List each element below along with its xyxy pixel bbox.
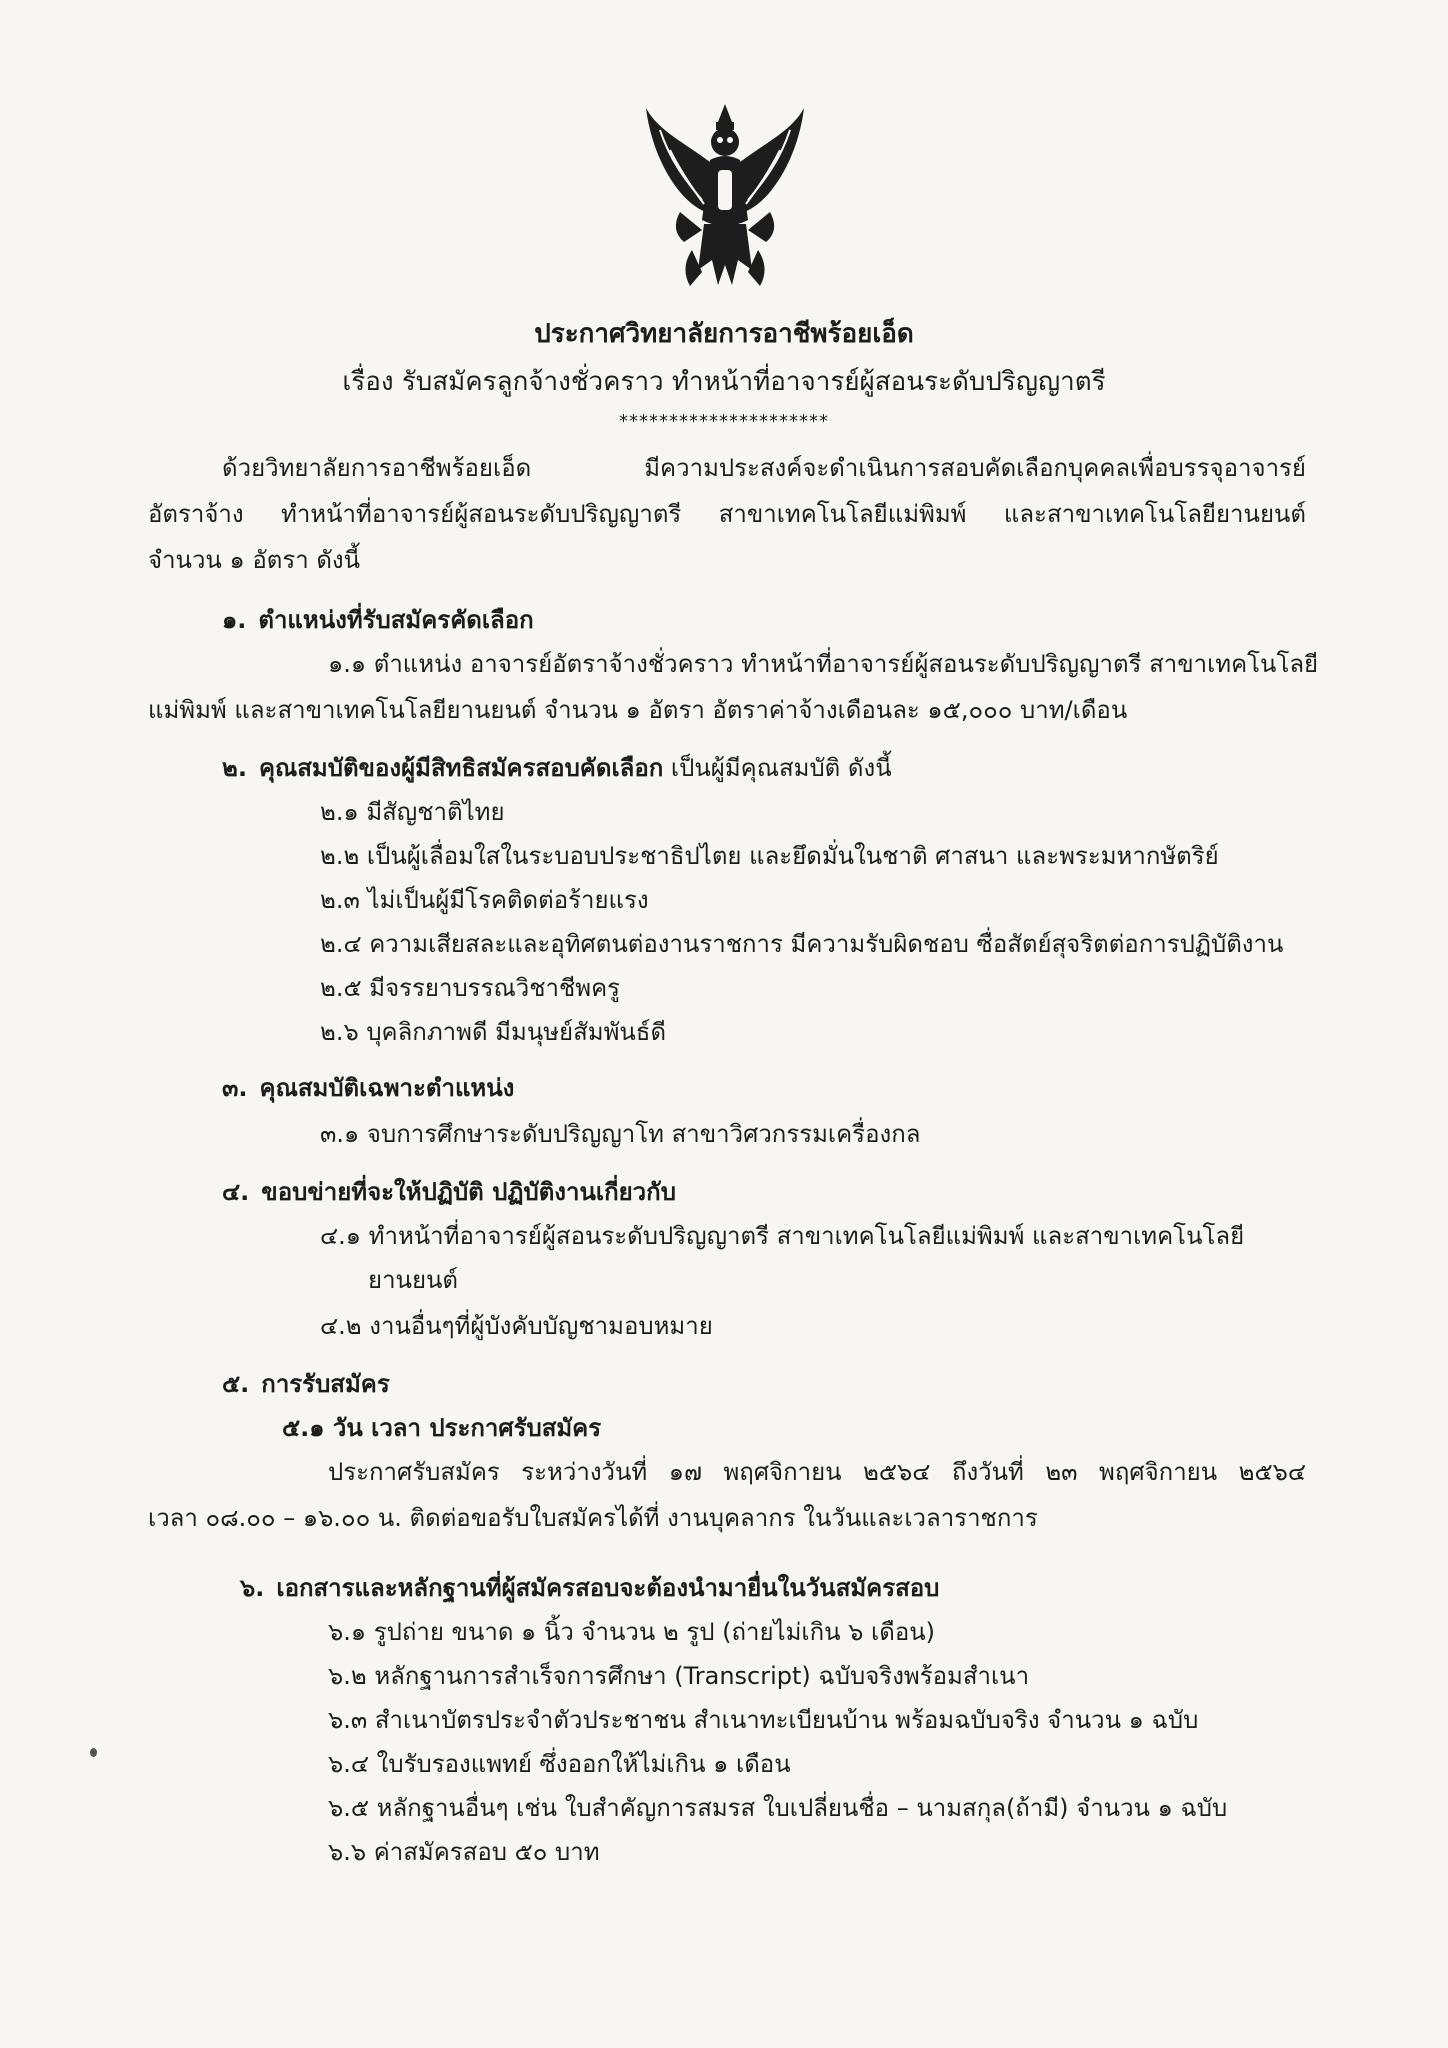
section-1-line-2: แม่พิมพ์ และสาขาเทคโนโลยียานยนต์ จำนวน ๑ อัตรา อัตราค่าจ้างเดือนละ ๑๕,๐๐๐ บาท/เดือน (148, 696, 1128, 724)
section-5-subheading: ๕.๑ วัน เวลา ประกาศรับสมัคร (282, 1414, 602, 1442)
garuda-emblem-icon (640, 100, 810, 300)
section-4-item-1-cont: ยานยนต์ (368, 1266, 458, 1294)
section-1-heading (222, 604, 534, 636)
section-3-item-1: ๓.๑ จบการศึกษาระดับปริญญาโท สาขาวิศวกรรมเครื่องกล (320, 1120, 921, 1148)
section-6-item-3: ๖.๓ สำเนาบัตรประจำตัวประชาชน สำเนาทะเบียนบ้าน พร้อมฉบับจริง จำนวน ๑ ฉบับ (328, 1706, 1199, 1734)
section-4-number: ๔. (222, 1178, 250, 1206)
section-2-item-4: ๒.๔ ความเสียสละและอุทิศตนต่องานราชการ มีความรับผิดชอบ ซื่อสัตย์สุจริตต่อการปฏิบัติงาน (320, 930, 1284, 958)
section-4-item-2: ๔.๒ งานอื่นๆที่ผู้บังคับบัญชามอบหมาย (320, 1312, 713, 1340)
section-3-title: คุณสมบัติเฉพาะตำแหน่ง (259, 1074, 515, 1102)
section-5-number: ๕. (222, 1370, 250, 1398)
section-6-number: ๖. (240, 1574, 265, 1602)
intro-line-1: ด้วยวิทยาลัยการอาชีพร้อยเอ็ด มีความประสงค์จะดำเนินการสอบคัดเลือกบุคคลเพื่อบรรจุอาจารย์ (222, 454, 1306, 482)
section-2-title: คุณสมบัติของผู้มีสิทธิสมัครสอบคัดเลือก (258, 754, 664, 782)
section-2-item-2: ๒.๒ เป็นผู้เลื่อมใสในระบอบประชาธิปไตย และยึดมั่นในชาติ ศาสนา และพระมหากษัตริย์ (320, 842, 1219, 870)
section-2-item-5: ๒.๕ มีจรรยาบรรณวิชาชีพครู (320, 974, 621, 1002)
section-1-title: ตำแหน่งที่รับสมัครคัดเลือก (258, 606, 534, 634)
section-5-line-2: เวลา ๐๘.๐๐ – ๑๖.๐๐ น. ติดต่อขอรับใบสมัครได้ที่ งานบุคลากร ในวันและเวลาราชการ (148, 1504, 1038, 1532)
section-6-item-1: ๖.๑ รูปถ่าย ขนาด ๑ นิ้ว จำนวน ๒ รูป (ถ่ายไม่เกิน ๖ เดือน) (328, 1618, 936, 1646)
section-6-title: เอกสารและหลักฐานที่ผู้สมัครสอบจะต้องนำมายื่นในวันสมัครสอบ (276, 1574, 940, 1602)
section-3-number: ๓. (222, 1074, 248, 1102)
intro-line-3: จำนวน ๑ อัตรา ดังนี้ (148, 546, 361, 574)
section-2-number: ๒. (222, 754, 247, 782)
section-4-title: ขอบข่ายที่จะให้ปฏิบัติ ปฏิบัติงานเกี่ยวกับ (261, 1178, 676, 1206)
section-2-title-tail: เป็นผู้มีคุณสมบัติ ดังนี้ (663, 754, 892, 782)
section-2-heading (222, 752, 892, 784)
section-2-item-6: ๒.๖ บุคลิกภาพดี มีมนุษย์สัมพันธ์ดี (320, 1018, 667, 1046)
intro-line-2: อัตราจ้าง ทำหน้าที่อาจารย์ผู้สอนระดับปริญญาตรี สาขาเทคโนโลยีแม่พิมพ์ และสาขาเทคโนโลยียานยนต์ (148, 500, 1306, 528)
section-1-line-1: ๑.๑ ตำแหน่ง อาจารย์อัตราจ้างชั่วคราว ทำหน้าที่อาจารย์ผู้สอนระดับปริญญาตรี สาขาเทคโนโลยี (328, 650, 1319, 678)
section-2-item-1: ๒.๑ มีสัญชาติไทย (320, 798, 505, 826)
announcement-subject: เรื่อง รับสมัครลูกจ้างชั่วคราว ทำหน้าที่อาจารย์ผู้สอนระดับปริญญาตรี (342, 367, 1106, 397)
section-1-number: ๑. (222, 606, 247, 634)
section-6-item-6: ๖.๖ ค่าสมัครสอบ ๕๐ บาท (328, 1838, 600, 1866)
section-6-heading (240, 1572, 939, 1604)
title-separator: ********************* (619, 411, 829, 432)
section-6-item-4: ๖.๔ ใบรับรองแพทย์ ซึ่งออกให้ไม่เกิน ๑ เดือน (328, 1750, 791, 1778)
section-4-item-1: ๔.๑ ทำหน้าที่อาจารย์ผู้สอนระดับปริญญาตรี สาขาเทคโนโลยีแม่พิมพ์ และสาขาเทคโนโลยี (320, 1222, 1245, 1250)
section-3-heading (222, 1072, 514, 1104)
section-5-heading (222, 1368, 390, 1400)
announcement-title: ประกาศวิทยาลัยการอาชีพร้อยเอ็ด (534, 319, 914, 349)
section-2-item-3: ๒.๓ ไม่เป็นผู้มีโรคติดต่อร้ายแรง (320, 886, 649, 914)
section-5-title: การรับสมัคร (261, 1370, 390, 1398)
section-5-line-1: ประกาศรับสมัคร ระหว่างวันที่ ๑๗ พฤศจิกายน ๒๕๖๔ ถึงวันที่ ๒๓ พฤศจิกายน ๒๕๖๔ (328, 1458, 1306, 1486)
section-4-heading (222, 1176, 676, 1208)
section-6-item-5: ๖.๕ หลักฐานอื่นๆ เช่น ใบสำคัญการสมรส ใบเปลี่ยนชื่อ – นามสกุล(ถ้ามี) จำนวน ๑ ฉบับ (328, 1794, 1228, 1822)
scan-speck (90, 1748, 97, 1757)
section-6-item-2: ๖.๒ หลักฐานการสำเร็จการศึกษา (Transcript) ฉบับจริงพร้อมสำเนา (328, 1662, 1030, 1690)
